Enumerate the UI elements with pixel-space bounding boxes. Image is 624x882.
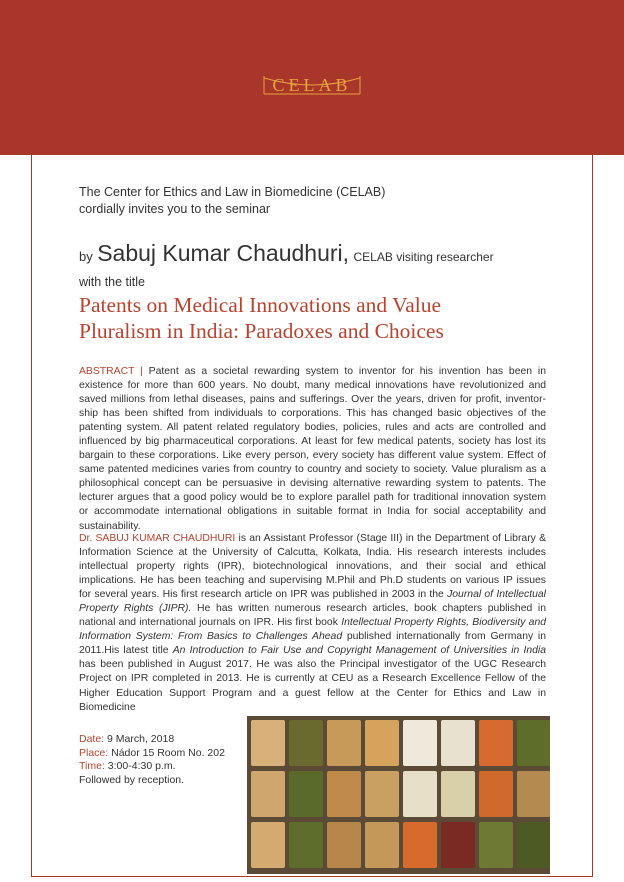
bio-text-1: is an Assistant Professor (Stage III) in the Department of Library & Information Science at the University of Calcutta, Kolkata, India. His research interests includes intellectual property rights (IPR), biotechnological innovations, and their social and ethical implications. He has been teaching and supervising M.Phil and Ph.D students on various IP issues for several years. His first research article on IPR was published in 2003 in the: [79, 533, 547, 601]
grain-cell: [517, 822, 550, 868]
speaker-prefix: by: [79, 249, 93, 264]
bridge-logo-icon: [262, 70, 362, 100]
abstract-text: Patent as a societal rewarding system to inventor for his invention has been in existence for more than 600 years. No doubt, many medical innovations have revolutionized and saved millions from lethal diseases, pains and sufferings. Over the years, driven for profit, inventor-ship has been shifted from individuals to corporations. This has changed basic objectives of the patenting system. All patent related regulatory bodies, policies, rules and acts are controlled and influenced by big pharmaceutical corporations. At least for few medical patents, society has lost its bargain to these corporations. Like every person, every society has different value system. Effect of same patented medicines varies from country to country and society to society. Value pluralism as a philosophical concept can be persuasive in devising alternative rewarding system to patents. The lecturer argues that a good policy would be to explore parallel path for traditional innovation system or accommodate international obligations in suitable format in India for social acceptability and sustainability.: [79, 366, 546, 532]
bio-book-2: An Introduction to Fair Use and Copyright Management of Universities in India: [172, 645, 546, 657]
grain-cell: [517, 771, 550, 817]
speaker-role: CELAB visiting researcher: [353, 250, 494, 264]
abstract-paragraph: [79, 365, 546, 534]
grain-cell: [479, 771, 513, 817]
place-label: Place:: [79, 746, 109, 759]
date-label: Date:: [79, 733, 105, 745]
title-line-1: Patents on Medical Innovations and Value: [79, 293, 442, 317]
abstract-label: ABSTRACT |: [79, 366, 143, 377]
celab-logo: [262, 70, 362, 100]
date-value: 9 March, 2018: [107, 733, 175, 745]
bio-label: Dr. SABUJ KUMAR CHAUDHURI: [79, 533, 236, 544]
date-row: [79, 733, 225, 747]
grain-cell: [403, 771, 437, 817]
bio-book-1: Intellectual Property Rights, Biodiversity and Information System: From Basics to Challenges Ahead: [79, 617, 547, 643]
grain-cell: [251, 720, 285, 766]
invitation-intro: [79, 184, 559, 218]
bio-text-4: has been published in August 2017. He was also the Principal investigator of the UGC Research Project on IPR completed in 2013. He is currently at CEU as a Research Excellence Fellow of the Higher Education Support Program and a guest fellow at the Center for Ethics and Law in Biomedicine: [79, 659, 546, 713]
grain-cell: [251, 771, 285, 817]
grain-cell: [251, 822, 285, 868]
grain-cell: [365, 822, 399, 868]
time-value: 3:00-4:30 p.m.: [107, 760, 176, 772]
time-label: Time:: [79, 760, 105, 772]
bio-paragraph: [79, 532, 546, 715]
grain-cell: [441, 822, 475, 868]
grain-cell: [403, 822, 437, 868]
grain-cell: [327, 822, 361, 868]
speaker-line: [79, 240, 579, 267]
grain-cell: [327, 720, 361, 766]
place-row: [79, 747, 225, 761]
seminar-title: [79, 292, 559, 344]
bio-journal: Journal of Intellectual Property Rights (JIPR).: [79, 589, 546, 615]
grain-cell: [289, 720, 323, 766]
event-details: [79, 733, 225, 787]
grain-cell: [365, 720, 399, 766]
intro-line-1: The Center for Ethics and Law in Biomedicine (CELAB): [79, 185, 386, 199]
grains-photo: [247, 716, 550, 874]
logo-text: CELAB: [272, 75, 352, 95]
reception-note: Followed by reception.: [79, 773, 185, 786]
grain-cell: [441, 771, 475, 817]
grain-cell: [289, 822, 323, 868]
grain-cell: [479, 720, 513, 766]
grain-cell: [479, 822, 513, 868]
with-title-label: with the title: [79, 275, 146, 289]
bio-text-3: published internationally from Germany in 2011.His latest title: [79, 631, 546, 657]
grain-cell: [327, 771, 361, 817]
header-banner: [0, 0, 624, 155]
grain-cell: [403, 720, 437, 766]
grain-cell: [441, 720, 475, 766]
title-line-2: Pluralism in India: Paradoxes and Choices: [79, 319, 444, 343]
grain-cell: [517, 720, 550, 766]
speaker-name: Sabuj Kumar Chaudhuri,: [97, 240, 350, 266]
intro-line-2: cordially invites you to the seminar: [79, 202, 271, 216]
place-value: Nádor 15 Room No. 202: [111, 746, 225, 759]
grain-cell: [365, 771, 399, 817]
time-row: [79, 760, 225, 774]
bio-text-2: He has written numerous research articles, book chapters published in national and international journals on IPR. His first book: [79, 603, 547, 629]
grain-cell: [289, 771, 323, 817]
